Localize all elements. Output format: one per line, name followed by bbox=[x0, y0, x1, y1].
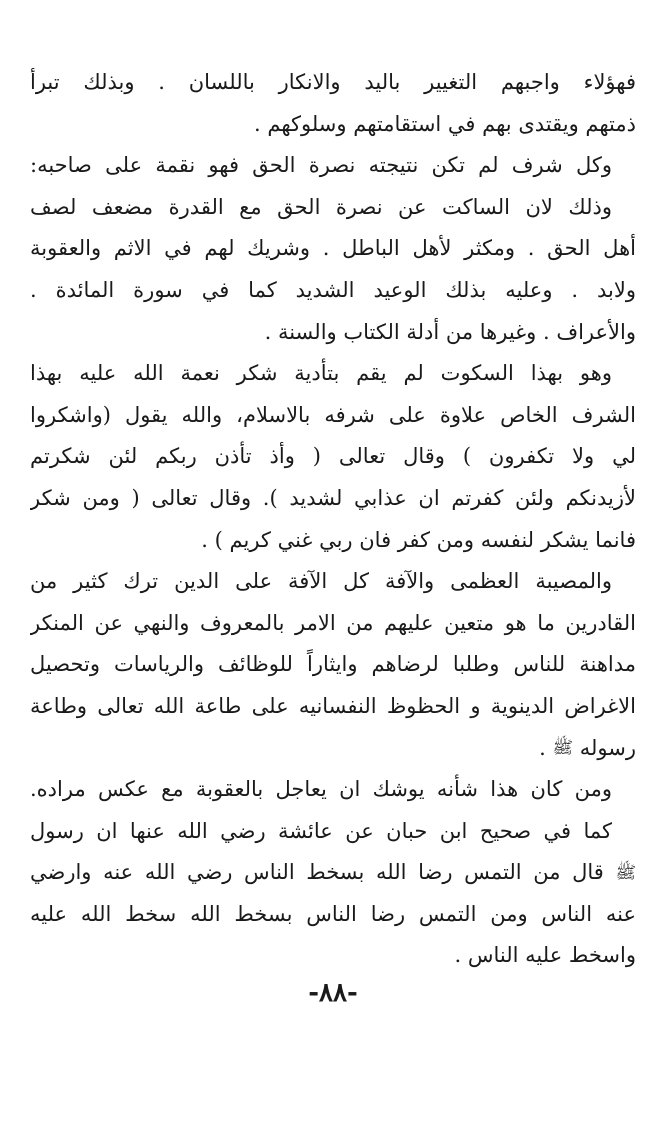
text-line: ومن كان هذا شأنه يوشك ان يعاجل بالعقوبة مع عكس مراده. bbox=[30, 777, 612, 802]
page-number: -٨٨- bbox=[308, 978, 358, 1008]
text-line: فانما يشكر لنفسه ومن كفر فان ربي غني كريم ) . bbox=[201, 527, 636, 552]
text-line: كما في صحيح ابن حبان عن عائشة رضي الله عنها ان رسول bbox=[30, 818, 612, 843]
text-line: واسخط عليه الناس . bbox=[454, 943, 636, 968]
text-line: مداهنة للناس وطلبا لرضاهم وايثاراً للوظائف والرياسات وتحصيل bbox=[30, 652, 636, 677]
text-line: الاغراض الدينوية و الحظوظ النفسانيه على طاعة الله تعالى وطاعة bbox=[30, 693, 636, 718]
text-line: عنه الناس ومن التمس رضا الناس بسخط الله سخط الله عليه bbox=[30, 901, 636, 926]
text-line-with-honorific: رسوله ﷺ . bbox=[30, 728, 636, 770]
text-line: وذلك لان الساكت عن نصرة الحق مع القدرة مضعف لصف bbox=[30, 194, 612, 219]
text-line: وكل شرف لم تكن نتيجته نصرة الحق فهو نقمة على صاحبه: bbox=[30, 153, 612, 178]
text-line: الشرف الخاص علاوة على شرفه بالاسلام، والله يقول (واشكروا bbox=[30, 402, 636, 427]
text-line: أهل الحق . ومكثر لأهل الباطل . وشريك لهم في الاثم والعقوبة bbox=[30, 236, 636, 261]
text-line: القادرين ما هو متعين عليهم من الامر بالمعروف والنهي عن المنكر bbox=[30, 610, 636, 635]
text-line: وهو بهذا السكوت لم يقم بتأدية شكر نعمة الله عليه بهذا bbox=[30, 361, 612, 386]
text-line: والأعراف . وغيرها من أدلة الكتاب والسنة . bbox=[264, 319, 636, 344]
honorific-glyph: ﷺ bbox=[552, 738, 574, 759]
text-line: والمصيبة العظمى والآفة كل الآفة على الدين ترك كثير من bbox=[30, 569, 612, 594]
text-line: فهؤلاء واجبهم التغيير باليد والانكار باللسان . وبذلك تبرأ bbox=[30, 70, 636, 94]
text-line-with-honorific bbox=[30, 852, 636, 894]
text-line: ولابد . وعليه بذلك الوعيد الشديد كما في سورة المائدة . bbox=[30, 277, 636, 302]
body-text bbox=[30, 62, 636, 977]
honorific-glyph: ﷺ bbox=[615, 862, 636, 883]
text-line: لأزيدنكم ولئن كفرتم ان عذابي لشديد ). وقال تعالى ( ومن شكر bbox=[30, 485, 636, 510]
text-line: لي ولا تكفرون ) وقال تعالى ( وأذ تأذن ربكم لئن شكرتم bbox=[30, 444, 636, 469]
text-line: ذمتهم ويقتدى بهم في استقامتهم وسلوكهم . bbox=[254, 111, 636, 136]
text-fragment: قال من التمس رضا الله بسخط الناس رضي الله عنه وارضي bbox=[30, 860, 604, 885]
text-fragment: رسوله bbox=[579, 735, 636, 760]
